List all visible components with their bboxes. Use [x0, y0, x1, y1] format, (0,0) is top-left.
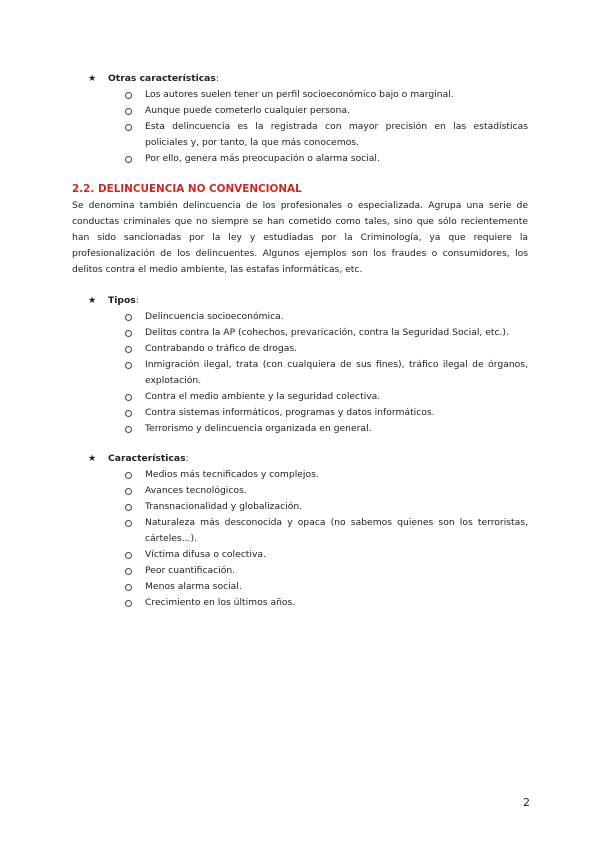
list-item: Peor cuantificación. — [125, 563, 528, 579]
circle-bullet-icon — [125, 584, 132, 591]
tipos-bullet: ★ Tipos: — [88, 293, 528, 309]
body-paragraph: Se denomina también delincuencia de los profesionales o especializada. Agrupa una serie de conductas criminales que no siempre se han cometido como tales, sino que sólo recientemente han sido sancionadas por la ley y estudiadas por la Criminología, ya que requiere la profesionalización de los delincuentes. Algunos ejemplos son los fraudes o consumidores, los delitos contra el medio ambiente, las estafas informáticas, etc. — [72, 200, 528, 275]
list-item: Menos alarma social. — [125, 579, 528, 595]
otras-caracteristicas-section — [88, 71, 528, 167]
list-item: Por ello, genera más preocupación o alarma social. — [125, 151, 528, 167]
list-item: Terrorismo y delincuencia organizada en general. — [125, 421, 528, 437]
circle-bullet-icon — [125, 156, 132, 163]
list-item: Medios más tecnificados y complejos. — [125, 467, 528, 483]
circle-bullet-icon — [125, 394, 132, 401]
circle-bullet-icon — [125, 568, 132, 575]
caracteristicas-label: Características — [108, 453, 186, 464]
circle-bullet-icon — [125, 488, 132, 495]
otras-caracteristicas-list — [125, 87, 528, 167]
list-item: Contra el medio ambiente y la seguridad colectiva. — [125, 389, 528, 405]
tipos-section — [88, 293, 528, 437]
list-item: Delincuencia socioeconómica. — [125, 309, 528, 325]
list-item: Delitos contra la AP (cohechos, prevaricación, contra la Seguridad Social, etc.). — [125, 325, 528, 341]
circle-bullet-icon — [125, 552, 132, 559]
list-item: Contra sistemas informáticos, programas y datos informáticos. — [125, 405, 528, 421]
page-number: 2 — [523, 796, 530, 809]
circle-bullet-icon — [125, 124, 132, 131]
otras-caracteristicas-bullet: ★ Otras características: — [88, 71, 528, 87]
list-item: Víctima difusa o colectiva. — [125, 547, 528, 563]
list-item: Crecimiento en los últimos años. — [125, 595, 528, 611]
circle-bullet-icon — [125, 314, 132, 321]
list-item: Inmigración ilegal, trata (con cualquiera de sus fines), tráfico ilegal de órganos, explotación. — [125, 357, 528, 389]
list-item: Transnacionalidad y globalización. — [125, 499, 528, 515]
tipos-label: Tipos — [108, 295, 136, 306]
circle-bullet-icon — [125, 600, 132, 607]
circle-bullet-icon — [125, 410, 132, 417]
list-item: Aunque puede cometerlo cualquier persona. — [125, 103, 528, 119]
star-bullet-icon: ★ — [88, 453, 97, 464]
circle-bullet-icon — [125, 362, 132, 369]
list-item: Los autores suelen tener un perfil socioeconómico bajo o marginal. — [125, 87, 528, 103]
list-item: Naturaleza más desconocida y opaca (no sabemos quienes son los terroristas, cárteles...). — [125, 515, 528, 547]
star-bullet-icon: ★ — [88, 295, 97, 306]
circle-bullet-icon — [125, 426, 132, 433]
list-item: Avances tecnológicos. — [125, 483, 528, 499]
caracteristicas-section — [88, 451, 528, 611]
list-item: Esta delincuencia es la registrada con mayor precisión en las estadísticas policiales y, por tanto, la que más conocemos. — [125, 119, 528, 151]
circle-bullet-icon — [125, 330, 132, 337]
circle-bullet-icon — [125, 346, 132, 353]
circle-bullet-icon — [125, 108, 132, 115]
circle-bullet-icon — [125, 520, 132, 527]
circle-bullet-icon — [125, 472, 132, 479]
caracteristicas-list — [125, 467, 528, 611]
list-item: Contrabando o tráfico de drogas. — [125, 341, 528, 357]
tipos-list — [125, 309, 528, 437]
circle-bullet-icon — [125, 504, 132, 511]
otras-caracteristicas-label: Otras características — [108, 73, 216, 84]
caracteristicas-bullet: ★ Características: — [88, 451, 528, 467]
star-bullet-icon: ★ — [88, 73, 97, 84]
circle-bullet-icon — [125, 92, 132, 99]
section-heading: 2.2. DELINCUENCIA NO CONVENCIONAL — [72, 183, 302, 195]
